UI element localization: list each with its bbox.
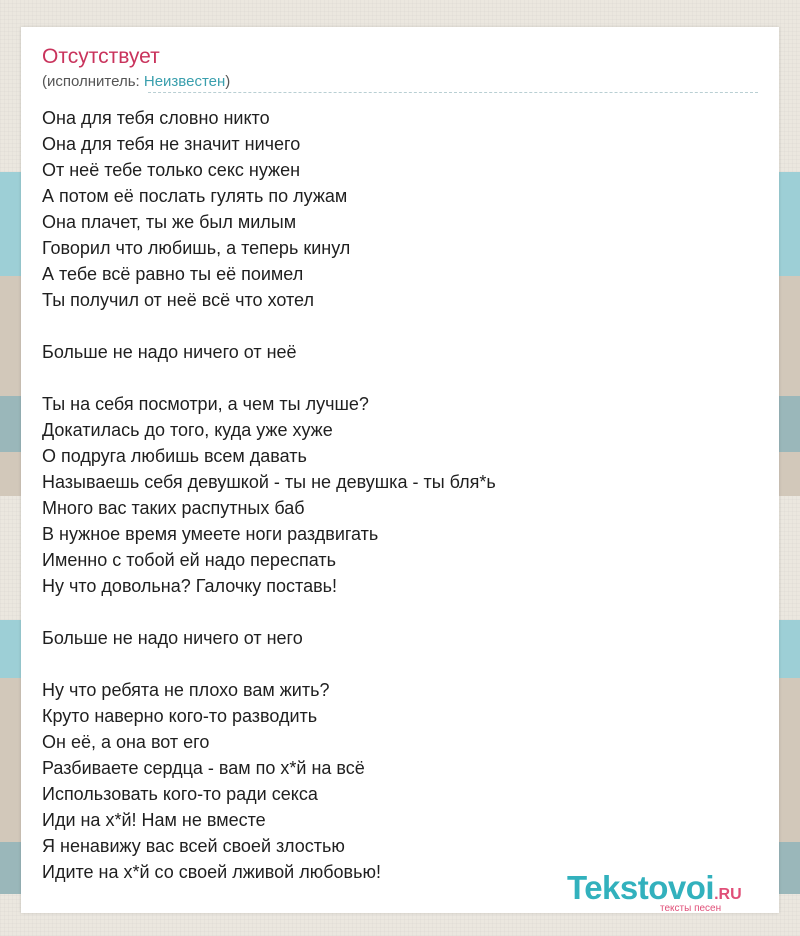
lyrics-line: Идите на х*й со своей лживой любовью! <box>42 862 382 882</box>
lyrics-blank-line <box>42 651 496 677</box>
site-logo[interactable] <box>567 869 777 917</box>
title-divider <box>148 92 758 93</box>
lyrics-blank-line <box>42 365 496 391</box>
lyrics-line: Именно с тобой ей надо переспать <box>42 550 336 570</box>
lyrics-line: Круто наверно кого-то разводить <box>42 706 318 726</box>
lyrics-line: Она для тебя не значит ничего <box>42 134 301 154</box>
artist-line <box>42 72 230 92</box>
lyrics-line: Она для тебя словно никто <box>42 108 270 128</box>
lyrics-card <box>21 27 779 913</box>
lyrics-text <box>42 105 496 885</box>
lyrics-line: Много вас таких распутных баб <box>42 498 305 518</box>
artist-link[interactable]: Неизвестен <box>143 73 226 90</box>
lyrics-line: Ты получил от неё всё что хотел <box>42 290 314 310</box>
artist-prefix: (исполнитель: <box>42 73 144 90</box>
lyrics-line: Докатилась до того, куда уже хуже <box>42 420 333 440</box>
lyrics-line: Ну что довольна? Галочку поставь! <box>42 576 338 596</box>
lyrics-line: Говорил что любишь, а теперь кинул <box>42 238 351 258</box>
lyrics-line: Иди на х*й! Нам не вместе <box>42 810 266 830</box>
lyrics-line: Разбиваете сердца - вам по х*й на всё <box>42 758 365 778</box>
lyrics-line: Больше не надо ничего от него <box>42 628 303 648</box>
lyrics-line: А тебе всё равно ты её поимел <box>42 264 304 284</box>
lyrics-line: Она плачет, ты же был милым <box>42 212 297 232</box>
lyrics-blank-line <box>42 599 496 625</box>
song-title: Отсутствует <box>42 45 160 68</box>
lyrics-line: Использовать кого-то ради секса <box>42 784 318 804</box>
lyrics-line: Больше не надо ничего от неё <box>42 342 297 362</box>
lyrics-line: В нужное время умеете ноги раздвигать <box>42 524 379 544</box>
lyrics-line: О подруга любишь всем давать <box>42 446 307 466</box>
lyrics-line: Ну что ребята не плохо вам жить? <box>42 680 330 700</box>
logo-domain: .RU <box>714 886 742 903</box>
artist-suffix: ) <box>225 73 231 90</box>
lyrics-blank-line <box>42 313 496 339</box>
lyrics-line: Он её, а она вот его <box>42 732 210 752</box>
lyrics-line: От неё тебе только секс нужен <box>42 160 301 180</box>
logo-tagline: тексты песен <box>660 903 722 914</box>
logo-name: Tekstovoi <box>567 869 715 906</box>
lyrics-line: Я ненавижу вас всей своей злостью <box>42 836 345 856</box>
lyrics-line: Называешь себя девушкой - ты не девушка - ты бля*ь <box>42 472 496 492</box>
lyrics-line: Ты на себя посмотри, а чем ты лучше? <box>42 394 369 414</box>
lyrics-line: А потом её послать гулять по лужам <box>42 186 348 206</box>
